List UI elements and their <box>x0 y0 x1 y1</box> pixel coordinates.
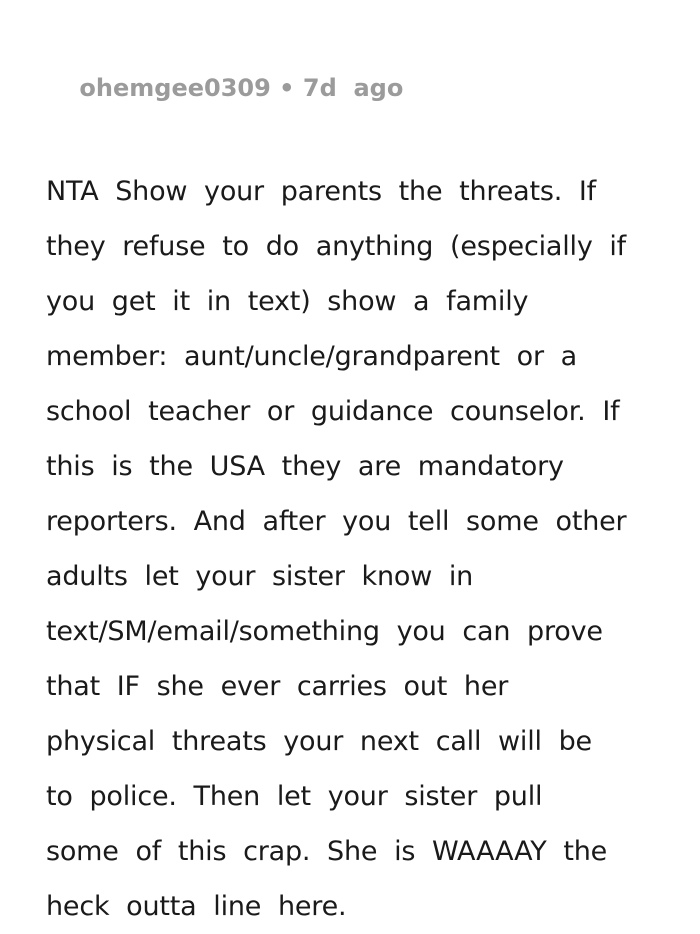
comment-username[interactable]: ohemgee0309 <box>79 74 271 102</box>
comment-body <box>46 164 666 934</box>
comment-line: that IF she ever carries out her <box>46 671 509 702</box>
comment-line: they refuse to do anything (especially if <box>46 231 626 262</box>
comment-line: school teacher or guidance counselor. If <box>46 396 620 427</box>
comment-line: physical threats your next call will be <box>46 726 592 757</box>
comment-line: to police. Then let your sister pull <box>46 781 543 812</box>
comment-line: adults let your sister know in <box>46 561 474 592</box>
comment-meta <box>46 22 666 154</box>
comment-line: you get it in text) show a family <box>46 286 529 317</box>
comment-line: member: aunt/uncle/grandparent or a <box>46 341 578 372</box>
comment-line: heck outta line here. <box>46 891 347 922</box>
comment-line: reporters. And after you tell some other <box>46 506 627 537</box>
meta-separator: • <box>270 74 303 102</box>
comment-line: this is the USA they are mandatory <box>46 451 564 482</box>
comment-line: NTA Show your parents the threats. If <box>46 176 596 207</box>
comment-line: some of this crap. She is WAAAAY the <box>46 836 608 867</box>
comment <box>46 22 666 934</box>
comment-timestamp: 7d ago <box>302 74 404 102</box>
comment-line: text/SM/email/something you can prove <box>46 616 603 647</box>
